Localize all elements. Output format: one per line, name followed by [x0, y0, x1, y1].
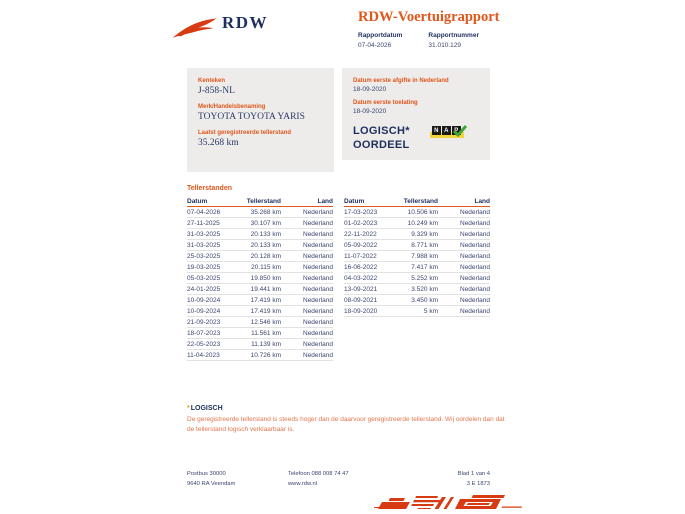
date-cell: 31-03-2025: [187, 230, 221, 238]
footnote-title: [187, 405, 505, 412]
date-cell: 10-09-2024: [187, 307, 221, 315]
odometer-cell: 10.249 km: [407, 219, 438, 227]
date-cell: 04-03-2022: [344, 274, 378, 282]
table-row: [187, 262, 333, 273]
report-date-block: [358, 32, 402, 49]
oordeel-text: [353, 124, 410, 153]
date-cell: 22-11-2022: [344, 230, 377, 238]
odometer-cell: 17.419 km: [250, 296, 281, 304]
footer-address-line1: Postbus 30000: [187, 471, 226, 477]
country-cell: Nederland: [303, 274, 333, 282]
odometer-cell: 10.506 km: [407, 208, 438, 216]
odometer-cell: 7.988 km: [411, 252, 438, 260]
table-row: [344, 207, 490, 218]
footer-address: [187, 469, 288, 490]
column-header-datum: Datum: [187, 197, 208, 205]
odometer-cell: 17.419 km: [250, 307, 281, 315]
logisch-footnote: [187, 405, 505, 435]
country-cell: Nederland: [460, 285, 490, 293]
footer-address-line2: 9640 RA Veendam: [187, 481, 236, 488]
table-row: [344, 262, 490, 273]
column-header-land: Land: [317, 197, 333, 205]
odometer-cell: 20.133 km: [250, 230, 281, 238]
column-header-tellerstand: Tellerstand: [246, 197, 281, 205]
odometer-table-left: [187, 196, 333, 361]
afgifte-label: Datum eerste afgifte in Nederland: [353, 78, 449, 84]
odometer-cell: 7.417 km: [411, 263, 438, 271]
rdw-logo-text: RDW: [222, 13, 269, 32]
date-cell: 22-05-2023: [187, 340, 221, 348]
table-row: [187, 284, 333, 295]
date-cell: 19-03-2025: [187, 263, 221, 271]
odometer-cell: 19.441 km: [250, 285, 281, 293]
odometer-cell: 9.329 km: [411, 230, 438, 238]
odometer-cell: 5.252 km: [411, 274, 438, 282]
table-row: [187, 350, 333, 361]
country-cell: Nederland: [303, 296, 333, 304]
footnote-asterisk: *: [187, 405, 190, 412]
nap-letter-p: P: [452, 126, 461, 135]
date-cell: 18-09-2020: [344, 307, 378, 315]
table-row: [344, 240, 490, 251]
table-row: [187, 273, 333, 284]
date-cell: 31-03-2025: [187, 241, 221, 249]
footer-phone: Telefoon 088 008 74 47: [288, 471, 349, 477]
registration-status-box: [342, 68, 490, 160]
date-cell: 18-07-2023: [187, 329, 221, 337]
rdw-feather-icon: [172, 12, 218, 42]
toelating-label: Datum eerste toelating: [353, 100, 418, 106]
footer-form-code: 3 E 1873: [466, 481, 490, 488]
vehicle-info-box: [187, 68, 334, 172]
country-cell: Nederland: [303, 340, 333, 348]
date-cell: 05-09-2022: [344, 241, 378, 249]
date-cell: 27-11-2025: [187, 219, 220, 227]
country-cell: Nederland: [460, 296, 490, 304]
afgifte-value: 18-09-2020: [353, 86, 387, 93]
nap-letter-n: N: [432, 126, 441, 135]
country-cell: Nederland: [303, 241, 333, 249]
table-row: [187, 295, 333, 306]
date-cell: 25-03-2025: [187, 252, 221, 260]
footnote-text: De geregistreerde tellerstand is steeds hoger dan de daarvoor geregistreerde tellerstand. Wij oordelen dan dat de tellerstand logisch verklaarbaar is.: [187, 416, 505, 433]
column-header-tellerstand: Tellerstand: [403, 197, 438, 205]
merk-label: Merk/Handelsbenaming: [198, 103, 266, 110]
odometer-cell: 11.561 km: [251, 329, 281, 337]
odometer-cell: 10.726 km: [250, 351, 281, 359]
date-cell: 16-06-2022: [344, 263, 378, 271]
date-cell: 08-09-2021: [344, 296, 378, 304]
report-number-value: 31.010.129: [428, 42, 461, 49]
nap-letter-a: A: [442, 126, 451, 135]
country-cell: Nederland: [303, 351, 333, 359]
table-row: [344, 284, 490, 295]
table-row: [187, 339, 333, 350]
country-cell: Nederland: [303, 252, 333, 260]
nap-checkmark-icon: [452, 124, 468, 137]
table-row: [344, 218, 490, 229]
table-row: [187, 207, 333, 218]
country-cell: Nederland: [303, 263, 333, 271]
country-cell: Nederland: [303, 318, 333, 326]
date-cell: 21-09-2023: [187, 318, 221, 326]
table-row: [344, 295, 490, 306]
date-cell: 07-04-2026: [187, 208, 221, 216]
column-header-datum: Datum: [344, 197, 365, 205]
date-cell: 11-04-2023: [187, 351, 220, 359]
odometer-cell: 3.520 km: [411, 285, 438, 293]
column-header-land: Land: [474, 197, 490, 205]
report-number-label: Rapportnummer: [428, 32, 479, 39]
date-cell: 11-07-2022: [344, 252, 377, 260]
odometer-cell: 20.133 km: [250, 241, 281, 249]
odometer-cell: 19.850 km: [250, 274, 281, 282]
country-cell: Nederland: [303, 329, 333, 337]
date-cell: 17-03-2023: [344, 208, 378, 216]
report-date-label: Rapportdatum: [358, 32, 403, 39]
table-row: [187, 317, 333, 328]
table-row: [187, 251, 333, 262]
speed-stripes-graphic: [374, 489, 524, 513]
odometer-cell: 3.450 km: [411, 296, 438, 304]
odometer-cell: 8.771 km: [411, 241, 438, 249]
date-cell: 13-09-2021: [344, 285, 378, 293]
footnote-title-text: LOGISCH: [190, 405, 223, 412]
table-row: [187, 328, 333, 339]
date-cell: 01-02-2023: [344, 219, 378, 227]
footer-page-number: Blad 1 van 4: [457, 471, 490, 477]
oordeel-line1: LOGISCH*: [353, 125, 410, 137]
oordeel-row: [353, 124, 479, 153]
kenteken-value: J-858-NL: [198, 86, 235, 96]
date-cell: 24-01-2025: [187, 285, 221, 293]
tellerstanden-title: Tellerstanden: [187, 185, 232, 192]
report-date-value: 07-04-2026: [358, 42, 392, 49]
country-cell: Nederland: [303, 307, 333, 315]
nap-logo: [432, 126, 472, 142]
odometer-cell: 20.115 km: [251, 263, 281, 271]
country-cell: Nederland: [303, 219, 333, 227]
country-cell: Nederland: [303, 285, 333, 293]
table-row: [187, 306, 333, 317]
country-cell: Nederland: [303, 208, 333, 216]
odometer-table-right: [344, 196, 490, 317]
rdw-logo: [172, 12, 268, 42]
country-cell: Nederland: [460, 241, 490, 249]
toelating-value: 18-09-2020: [353, 108, 387, 115]
footer-website: www.rdw.nl: [288, 481, 317, 488]
table-row: [344, 229, 490, 240]
document-title: RDW-Voertuigrapport: [358, 9, 500, 25]
country-cell: Nederland: [460, 230, 490, 238]
odometer-cell: 30.107 km: [250, 219, 281, 227]
odometer-cell: 12.546 km: [250, 318, 281, 326]
table-row: [187, 218, 333, 229]
odometer-cell: 11.139 km: [251, 340, 281, 348]
table-row: [187, 240, 333, 251]
footer-contact: [288, 469, 389, 490]
merk-value: TOYOTA TOYOTA YARIS: [198, 111, 305, 122]
odometer-cell: 35.268 km: [250, 208, 281, 216]
odometer-cell: 5 km: [423, 307, 438, 315]
date-cell: 10-09-2024: [187, 296, 221, 304]
oordeel-line2: OORDEEL: [353, 139, 410, 152]
odometer-cell: 20.128 km: [250, 252, 281, 260]
country-cell: Nederland: [460, 274, 490, 282]
page-footer: [187, 469, 490, 490]
country-cell: Nederland: [460, 307, 490, 315]
table-row: [344, 251, 490, 262]
laatste-tellerstand-value: 35.268 km: [198, 137, 239, 148]
country-cell: Nederland: [460, 263, 490, 271]
table-row: [187, 229, 333, 240]
kenteken-label: Kenteken: [198, 78, 226, 84]
report-meta: [358, 32, 479, 49]
table-row: [344, 273, 490, 284]
table-row: [344, 306, 490, 317]
report-number-block: [428, 32, 479, 49]
country-cell: Nederland: [460, 252, 490, 260]
table-header: [344, 196, 490, 207]
country-cell: Nederland: [303, 230, 333, 238]
table-header: [187, 196, 333, 207]
laatste-tellerstand-label: Laatst geregistreerde tellerstand: [198, 129, 292, 136]
country-cell: Nederland: [460, 219, 490, 227]
country-cell: Nederland: [460, 208, 490, 216]
footer-page-info: [389, 469, 490, 490]
date-cell: 05-03-2025: [187, 274, 221, 282]
